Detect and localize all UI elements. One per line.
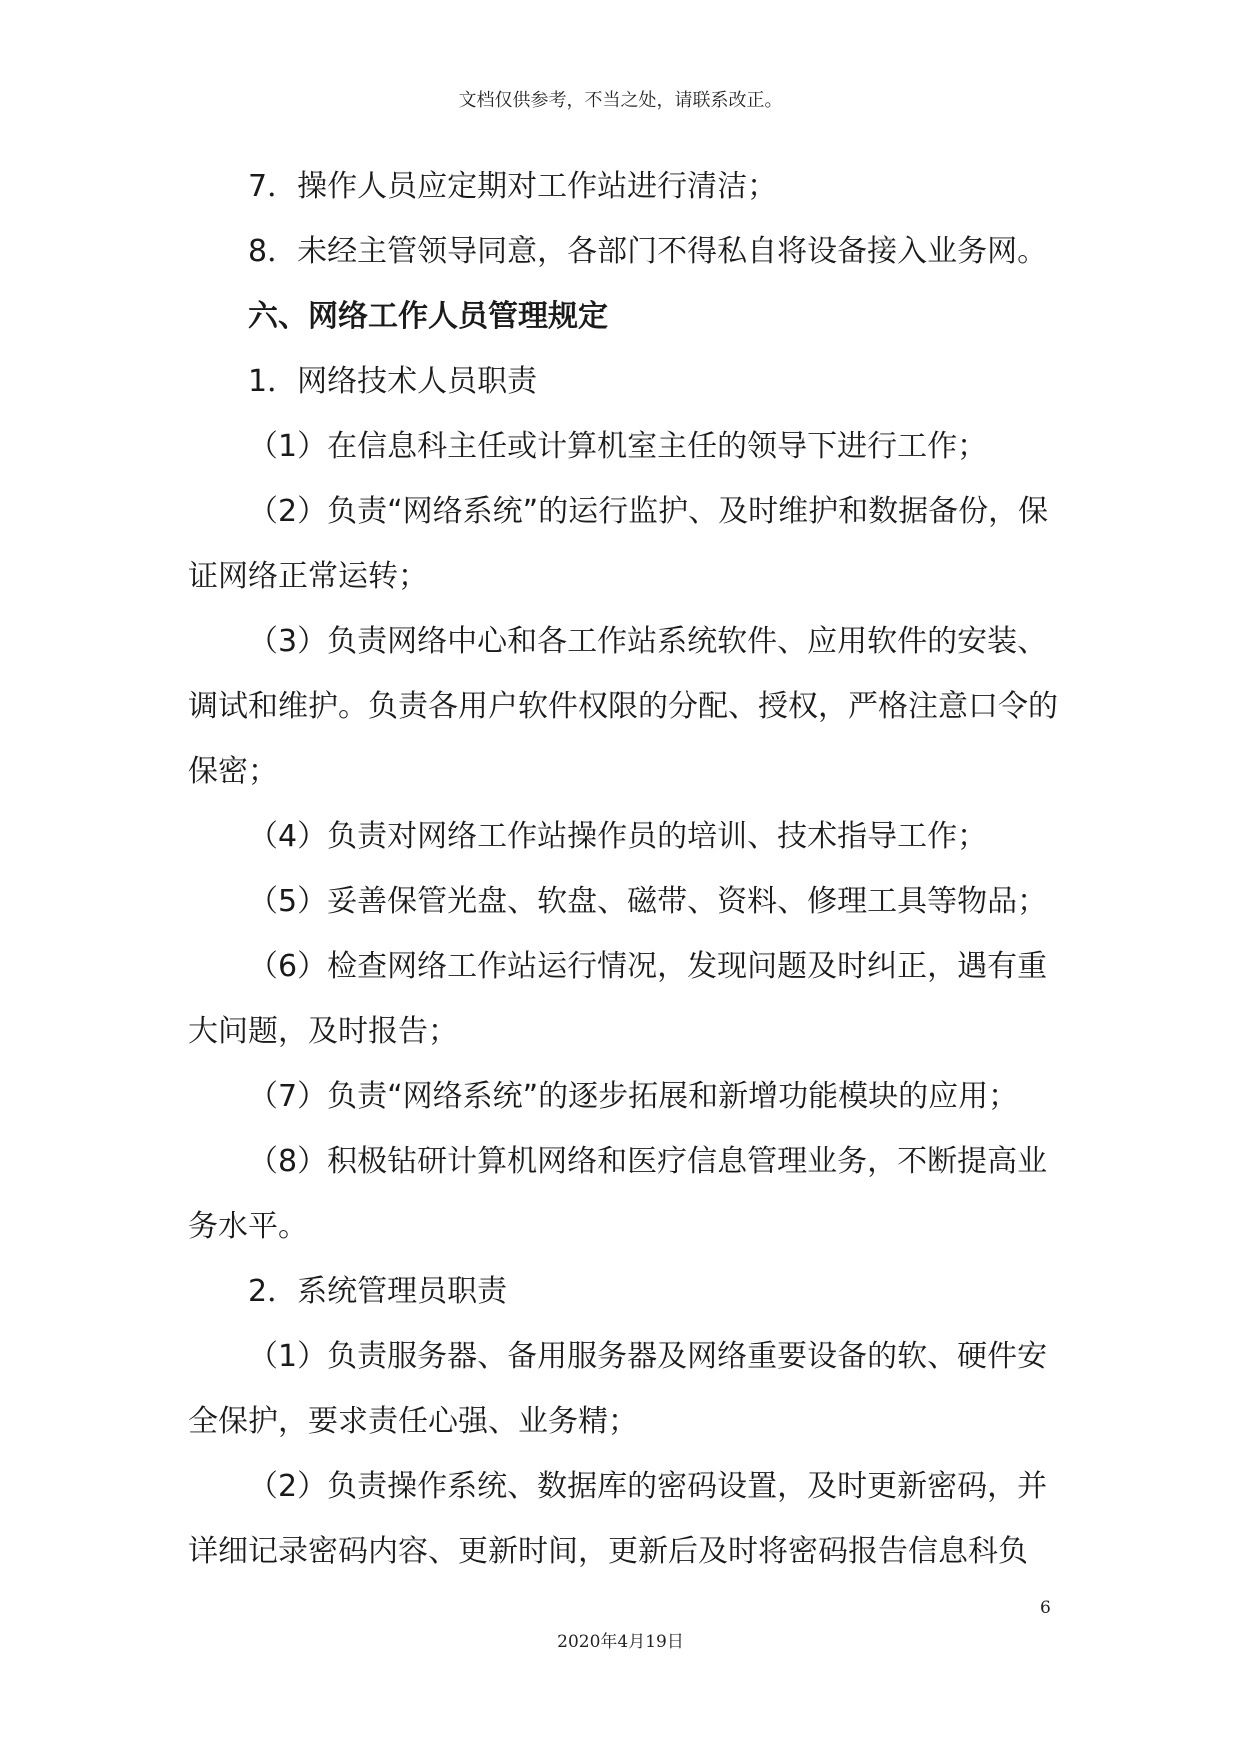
section-heading: 六、网络工作人员管理规定 — [248, 299, 608, 334]
paragraph: （3）负责网络中心和各工作站系统软件、应用软件的安装、调试和维护。负责各用户软件权限的分配、授权，严格注意口令的保密； — [188, 624, 1058, 789]
paragraph: （8）积极钻研计算机网络和医疗信息管理业务，不断提高业务水平。 — [188, 1144, 1048, 1244]
paragraph: （5）妥善保管光盘、软盘、磁带、资料、修理工具等物品； — [248, 884, 1048, 919]
subsection-heading: 2．系统管理员职责 — [248, 1274, 508, 1309]
paragraph: （2）负责操作系统、数据库的密码设置，及时更新密码，并详细记录密码内容、更新时间，更新后及时将密码报告信息科负 — [188, 1469, 1048, 1569]
paragraph: 8．未经主管领导同意，各部门不得私自将设备接入业务网。 — [248, 234, 1048, 269]
paragraph: （6）检查网络工作站运行情况，发现问题及时纠正，遇有重大问题，及时报告； — [188, 949, 1048, 1049]
paragraph: （4）负责对网络工作站操作员的培训、技术指导工作； — [248, 819, 988, 854]
paragraph: （1）负责服务器、备用服务器及网络重要设备的软、硬件安全保护，要求责任心强、业务精； — [188, 1339, 1048, 1439]
paragraph: （1）在信息科主任或计算机室主任的领导下进行工作； — [248, 429, 988, 464]
paragraph: 7．操作人员应定期对工作站进行清洁； — [248, 169, 778, 204]
subsection-heading: 1．网络技术人员职责 — [248, 364, 538, 399]
footer-date: 2020年4月19日 — [557, 1632, 684, 1652]
document-body — [188, 154, 1058, 1584]
page-number: 6 — [1040, 1598, 1051, 1618]
header-notice: 文档仅供参考，不当之处，请联系改正。 — [458, 90, 783, 111]
paragraph: （2）负责“网络系统”的运行监护、及时维护和数据备份，保证网络正常运转； — [188, 494, 1049, 594]
paragraph: （7）负责“网络系统”的逐步拓展和新增功能模块的应用； — [248, 1079, 1019, 1114]
